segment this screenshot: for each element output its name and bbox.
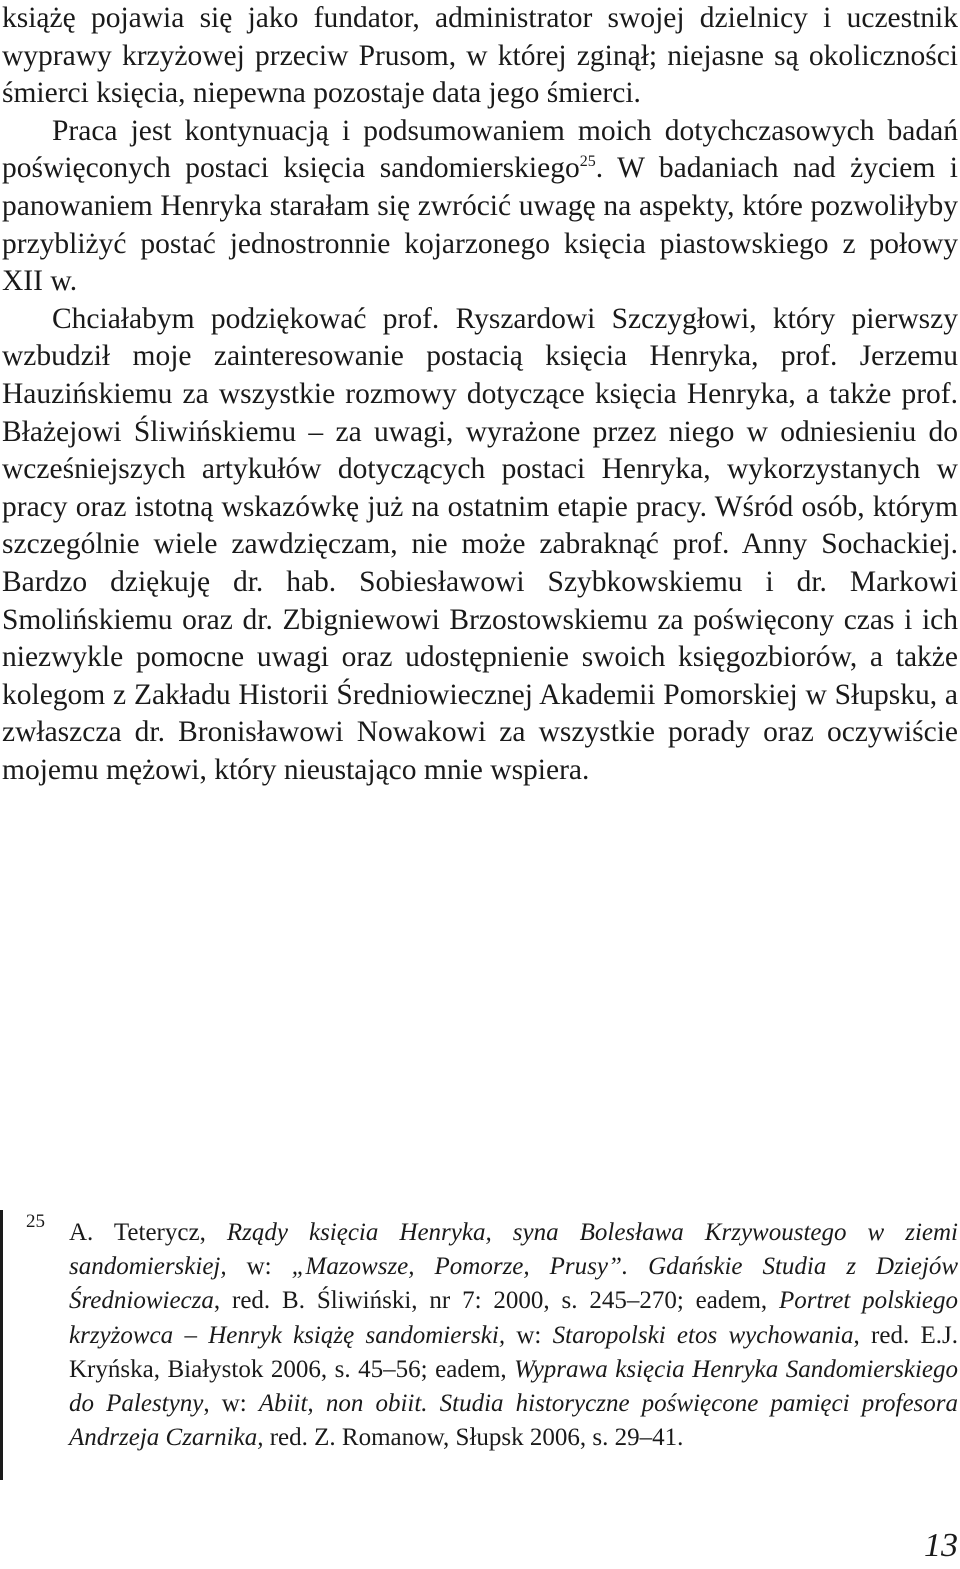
- footnote-part: , w:: [203, 1390, 259, 1418]
- footnote-part: red. Z. Romanow, Słupsk 2006, s. 29–41.: [263, 1424, 684, 1452]
- footnote-title: Rządy księcia Henryka, syna Bolesława Krzywoustego w ziemi sandomierskiej,: [69, 1219, 958, 1281]
- footnote-part: w:: [226, 1253, 292, 1281]
- paragraph-3: [2, 301, 958, 790]
- paragraph-3-text: Chciałabym podziękować prof. Ryszardowi Szczygłowi, który pierwszy wzbudził moje zainteresowanie postacią księcia Henryka, prof. Jerzemu Hauzińskiemu za wszystkie rozmowy dotyczące księcia Henryka, a także prof. Błażejowi Śliwińskiemu – za uwagi, wyrażone przez niego w odniesieniu do wcześniejszych artykułów dotyczących postaci Henryka, wykorzystanych w pracy oraz istotną wskazówkę już na ostatnim etapie pracy. Wśród osób, którym szczególnie wiele zawdzięczam, nie może zabraknąć prof. Anny Sochackiej. Bardzo dziękuję dr. hab. Sobiesławowi Szybkowskiemu i dr. Markowi Smolińskiemu oraz dr. Zbigniewowi Brzostowskiemu za poświęcony czas i ich niezwykle pomocne uwagi oraz udostępnienie swoich księgozbiorów, a także kolegom z Zakładu Historii Średniowiecznej Akademii Pomorskiej w Słupsku, a zwłaszcza dr. Bronisławowi Nowakowi za wszystkie porady oraz oczywiście mojemu mężowi, który nieustająco mnie wspiera.: [2, 302, 958, 786]
- footnote-title: Portret polskiego krzyżowca – Henryk książę sandomierski,: [69, 1287, 958, 1349]
- paragraph-1-text: książę pojawia się jako fundator, administrator swojej dzielnicy i uczestnik wyprawy krzyżowej przeciw Prusom, w której zginął; niejasne są okoliczności śmierci księcia, niepewna pozostaje data jego śmierci.: [2, 2, 958, 110]
- footnote-part: w:: [505, 1321, 553, 1349]
- footnote-title: Wyprawa księcia Henryka Sandomierskiego do Palestyny: [69, 1355, 958, 1418]
- page-number: 13: [924, 1527, 958, 1564]
- footnote-text: [69, 1216, 958, 1455]
- paragraph-2-text-b: . W badaniach nad życiem i panowaniem Henryka starałam się zwrócić uwagę na aspekty, które pozwoliłyby przybliżyć postać jednostronnie kojarzonego księcia piastowskiego z połowy XII w.: [2, 152, 958, 298]
- footnote-reference[interactable]: 25: [579, 153, 596, 171]
- footnote-margin-rule: [0, 1210, 3, 1480]
- footnote-number: 25: [26, 1211, 45, 1232]
- footnote-part: , red. B. Śliwiński, nr 7: 2000, s. 245–270; eadem,: [213, 1287, 780, 1315]
- footnote-title: Staropolski etos wychowania: [552, 1321, 854, 1349]
- paragraph-1: [2, 0, 958, 113]
- main-text: [2, 0, 958, 789]
- paragraph-2: [2, 113, 958, 301]
- footnote-part: A. Teterycz,: [69, 1219, 227, 1246]
- footnote-title: Abiit, non obiit. Studia historyczne poświęcone pamięci profesora Andrzeja Czarnika,: [69, 1390, 958, 1452]
- footnote-part: , red. E.J. Kryńska, Białystok 2006, s. 45–56; eadem,: [69, 1321, 958, 1383]
- paragraph-2-text-a: Praca jest kontynuacją i podsumowaniem moich dotychczasowych badań poświęconych postaci księcia sandomierskiego: [2, 114, 958, 185]
- footnote-title: „Mazowsze, Pomorze, Prusy”. Gdańskie Studia z Dziejów Średniowiecza: [69, 1253, 958, 1315]
